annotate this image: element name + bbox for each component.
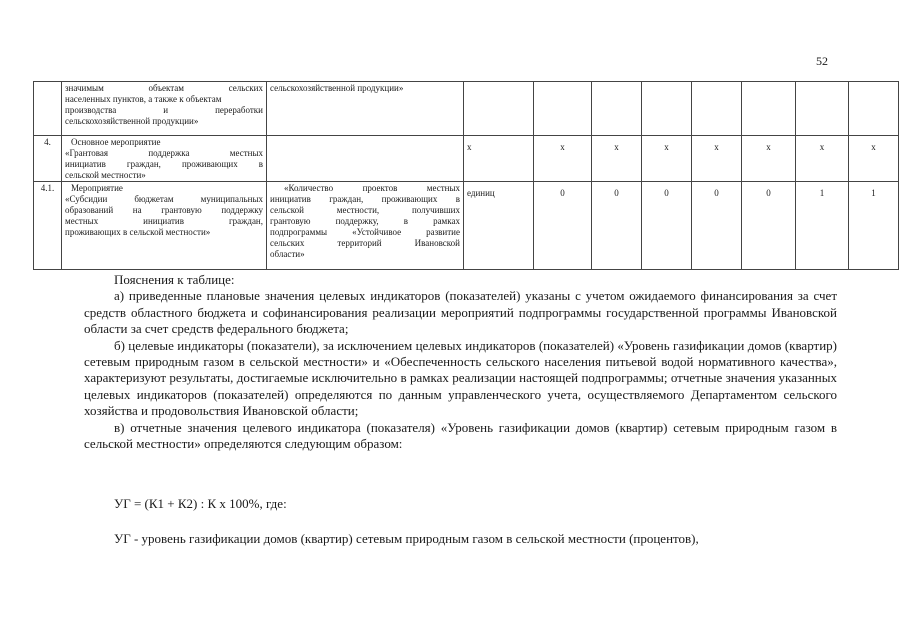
gasification-formula: УГ = (К1 + К2) : К х 100%, где: — [114, 496, 287, 511]
value-cell: 0 — [742, 182, 796, 270]
table-row — [34, 82, 899, 136]
value-cell: х — [642, 136, 692, 182]
note-paragraph: б) целевые индикаторы (показатели), за исключением целевых индикаторов (показателей) «Уровень газификации домов (квартир) сетевым природным газом в сельской местности» и «Обеспеченность сельского населения питьевой водой нормативного качества», характеризуют результаты, достигаемые исключительно в рамках реализации настоящей подпрограммы; отчетные значения указанных целевых индикаторов (показателей) определяются по данным управленческого учета, осуществляемого Департаментом сельского хозяйства и продовольствия Ивановской области; — [84, 337, 837, 419]
value-cell — [796, 82, 849, 136]
value-cell — [849, 82, 899, 136]
value-cell: х — [796, 136, 849, 182]
formula-definition: УГ - уровень газификации домов (квартир) сетевым природным газом в сельской местности (процентов), — [114, 531, 699, 546]
activity-name-line: Основное мероприятие — [71, 137, 161, 147]
indicator-name-line: сельской местности, получивших — [270, 205, 460, 215]
unit-cell: единиц — [464, 182, 534, 270]
activity-name-line: инициатив граждан, проживающих в — [65, 159, 263, 169]
value-cell: 0 — [642, 182, 692, 270]
activity-name-line: местных инициатив граждан, — [65, 216, 263, 226]
indicator-name — [267, 182, 464, 270]
activity-name-line: производства и переработки — [65, 105, 263, 115]
activity-name-line: «Субсидии бюджетам муниципальных — [65, 194, 263, 204]
indicator-name-line: сельских территорий Ивановской — [270, 238, 460, 248]
activity-name-line: проживающих в сельской местности» — [65, 227, 211, 237]
value-cell: х — [692, 136, 742, 182]
row-number: 4. — [34, 136, 62, 182]
row-number: 4.1. — [34, 182, 62, 270]
activity-name-line: значимым объектам сельских — [65, 83, 263, 93]
indicator-name-line: подпрограммы «Устойчивое развитие — [270, 227, 460, 237]
activity-name-line: сельскохозяйственной продукции» — [65, 116, 199, 126]
value-cell: 0 — [692, 182, 742, 270]
value-cell: 0 — [534, 182, 592, 270]
activity-name-line: сельской местности» — [65, 170, 146, 180]
value-cell: 1 — [796, 182, 849, 270]
value-cell — [742, 82, 796, 136]
indicator-name-line: области» — [270, 249, 305, 259]
unit-cell: х — [464, 136, 534, 182]
table-row — [34, 182, 899, 270]
indicator-name — [267, 136, 464, 182]
value-cell: 0 — [592, 182, 642, 270]
indicator-name-line: инициатив граждан, проживающих в — [270, 194, 460, 204]
activity-name — [62, 82, 267, 136]
indicator-name — [267, 82, 464, 136]
value-cell — [642, 82, 692, 136]
note-paragraph: а) приведенные плановые значения целевых индикаторов (показателей) указаны с учетом ожидаемого финансирования за счет средств областного бюджета и софинансирования реализации мероприятий подпрограммы государственной программы Ивановской области за счет средств федерального бюджета; — [84, 288, 837, 337]
indicators-table — [33, 81, 899, 270]
page-number: 52 — [816, 54, 828, 68]
table-row — [34, 136, 899, 182]
value-cell — [692, 82, 742, 136]
activity-name — [62, 182, 267, 270]
value-cell: х — [742, 136, 796, 182]
value-cell: х — [592, 136, 642, 182]
activity-name — [62, 136, 267, 182]
value-cell: х — [849, 136, 899, 182]
unit-cell — [464, 82, 534, 136]
activity-name-line: Мероприятие — [71, 183, 123, 193]
value-cell: 1 — [849, 182, 899, 270]
activity-name-line: образований на грантовую поддержку — [65, 205, 263, 215]
indicator-name-line: грантовую поддержку, в рамках — [270, 216, 460, 226]
activity-name-line: «Грантовая поддержка местных — [65, 148, 263, 158]
table-notes — [84, 272, 837, 452]
indicator-name-line: «Количество проектов местных — [284, 183, 460, 193]
value-cell — [592, 82, 642, 136]
note-paragraph: в) отчетные значения целевого индикатора (показателя) «Уровень газификации домов (квартир) сетевым природным газом в сельской местности» определяются следующим образом: — [84, 419, 837, 452]
value-cell — [534, 82, 592, 136]
notes-heading: Пояснения к таблице: — [114, 272, 235, 287]
indicator-name-line: сельскохозяйственной продукции» — [270, 83, 404, 93]
activity-name-line: населенных пунктов, а также к объектам — [65, 94, 222, 104]
row-number — [34, 82, 62, 136]
value-cell: х — [534, 136, 592, 182]
